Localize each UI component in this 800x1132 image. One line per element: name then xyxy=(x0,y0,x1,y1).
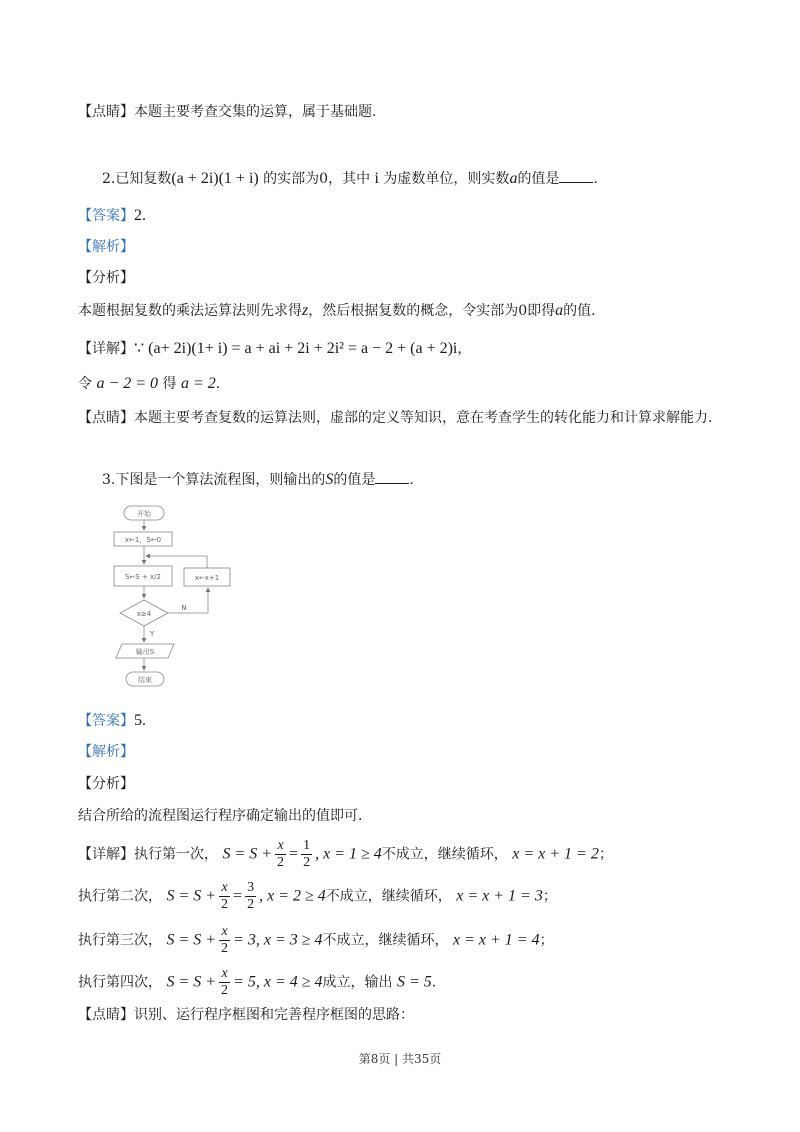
question-2-lead: 2.已知复数 xyxy=(102,171,172,187)
step-status: 不成立，继续循环， xyxy=(381,846,508,863)
q3-step-4 xyxy=(78,966,436,999)
q2-detail xyxy=(78,338,471,360)
dianjing-tag: 【点睛】 xyxy=(78,1007,134,1023)
detail-expr: ∵ (a+ 2i)(1+ i) = a + ai + 2i + 2i² = a − 2 + (a + 2)i xyxy=(134,340,458,357)
analysis-a: a xyxy=(555,302,564,319)
answer-tag: 【答案】 xyxy=(78,208,134,224)
detail2-pre: 令 xyxy=(78,376,92,392)
question-2-end: . xyxy=(593,171,598,187)
dianjing-text: 本题主要考查交集的运算，属于基础题. xyxy=(134,104,377,120)
step-eq-a: S = S + xyxy=(166,887,217,905)
step-eq-b: = xyxy=(233,887,243,905)
init-label: x←1，S←0 xyxy=(124,536,162,544)
question-2-mid2: 为虚数单位，则实数 xyxy=(378,171,510,187)
step-eq-d: x = x + 1 = 3 xyxy=(456,887,543,905)
q3-fenxi: 【分析】 xyxy=(78,776,134,792)
step-end: ； xyxy=(539,932,554,949)
detail2-end: . xyxy=(215,376,221,392)
dianjing-text: 识别、运行程序框图和完善程序框图的思路： xyxy=(134,1007,414,1023)
step-pre: 执行第二次， xyxy=(78,888,162,905)
start-label: 开始 xyxy=(137,510,151,518)
q3-dianjing xyxy=(78,1004,414,1026)
answer-blank xyxy=(375,469,409,484)
fraction-den: 2 xyxy=(221,983,229,998)
output-label: 输出S xyxy=(135,648,155,656)
analysis-mid: ，然后根据复数的概念，令实部为0即得 xyxy=(308,303,556,319)
fraction-num: x xyxy=(219,880,230,897)
answer-value: 5. xyxy=(134,712,146,729)
question-3-tail: 的值是 xyxy=(333,472,376,488)
page-footer: 第8页 | 共35页 xyxy=(358,1052,442,1066)
prev-dianjing xyxy=(78,101,376,123)
question-3 xyxy=(102,469,414,491)
analysis-post: 的值. xyxy=(563,303,596,319)
step-eq-b: = xyxy=(289,845,299,863)
question-3-end: . xyxy=(409,472,414,488)
step-end: . xyxy=(431,974,437,991)
fraction-num: 3 xyxy=(247,880,255,895)
update-x-label: x←x+1 xyxy=(194,574,220,582)
step-pre: 执行第一次， xyxy=(134,846,218,863)
algorithm-flowchart xyxy=(112,500,232,700)
step-eq-d: x = x + 1 = 2 xyxy=(512,845,599,863)
fraction-den: 2 xyxy=(247,897,255,912)
q2-detail-2 xyxy=(78,373,220,395)
step-status: 不成立，继续循环， xyxy=(322,932,449,949)
end-label: 结束 xyxy=(138,676,152,684)
question-2-expr: (a + 2i)(1 + i) xyxy=(171,170,259,187)
dianjing-text: 本题主要考查复数的运算法则，虚部的定义等知识，意在考查学生的转化能力和计算求解能力. xyxy=(134,410,713,426)
condition-label: x≥4 xyxy=(136,610,152,618)
fraction-num: x xyxy=(275,838,286,855)
fraction xyxy=(301,838,312,871)
q3-answer xyxy=(78,710,146,732)
question-2-tail: 的值是 xyxy=(517,171,560,187)
step-eq-b: = 5, x = 4 ≥ 4 xyxy=(233,973,323,991)
q2-fenxi: 【分析】 xyxy=(78,270,134,286)
step-eq-a: S = S + xyxy=(166,931,217,949)
step-pre: 执行第四次， xyxy=(78,974,162,991)
fraction xyxy=(275,838,286,871)
detail-end: ， xyxy=(457,341,472,357)
detail2-eq2: a = 2 xyxy=(180,375,216,392)
fraction xyxy=(219,966,230,999)
step-status: 成立，输出 xyxy=(322,974,393,991)
step-eq-c: , x = 2 ≥ 4 xyxy=(259,887,326,905)
fraction-num: 1 xyxy=(303,838,311,853)
step-eq-b: = 3, x = 3 ≥ 4 xyxy=(233,931,323,949)
detail2-eq1: a − 2 = 0 xyxy=(96,375,159,392)
detail2-mid: 得 xyxy=(162,376,177,392)
detail-tag: 【详解】 xyxy=(78,341,134,357)
q3-step-3 xyxy=(78,924,554,957)
answer-value: 2. xyxy=(134,207,146,224)
fraction xyxy=(219,880,230,913)
question-2-i: i xyxy=(374,170,379,187)
analysis-pre: 本题根据复数的乘法运算法则先求得 xyxy=(78,303,302,319)
question-2-a: a xyxy=(509,170,518,187)
analysis-z: z xyxy=(302,302,309,319)
question-2-mid1: 的实部为0，其中 xyxy=(258,171,375,187)
q3-step-2 xyxy=(78,880,557,913)
fraction-num: x xyxy=(219,924,230,941)
fraction-den: 2 xyxy=(277,855,285,870)
fraction-num: x xyxy=(219,966,230,983)
step-eq-c: , x = 1 ≥ 4 xyxy=(315,845,382,863)
answer-tag: 【答案】 xyxy=(78,713,134,729)
fraction-den: 2 xyxy=(221,897,229,912)
question-2 xyxy=(102,168,598,190)
fraction xyxy=(219,924,230,957)
step-end: ； xyxy=(598,846,613,863)
detail-tag: 【详解】 xyxy=(78,846,134,863)
q3-step-1 xyxy=(78,838,613,871)
dianjing-tag: 【点睛】 xyxy=(78,410,134,426)
step-pre: 执行第三次， xyxy=(78,932,162,949)
fraction-den: 2 xyxy=(303,855,311,870)
fraction-den: 2 xyxy=(221,941,229,956)
step-status: 不成立，继续循环， xyxy=(325,888,452,905)
step-eq-a: S = S + xyxy=(166,973,217,991)
step-end: ； xyxy=(542,888,557,905)
answer-blank xyxy=(559,168,593,183)
update-s-label: S←S + x/2 xyxy=(124,573,162,581)
q2-dianjing xyxy=(78,407,712,429)
yes-label: Y xyxy=(150,630,155,638)
q2-answer xyxy=(78,205,146,227)
dianjing-tag: 【点睛】 xyxy=(78,104,134,120)
fraction xyxy=(245,880,256,913)
q3-analysis: 结合所给的流程图运行程序确定输出的值即可. xyxy=(78,808,363,824)
q3-jiexi: 【解析】 xyxy=(78,744,134,760)
q2-jiexi: 【解析】 xyxy=(78,239,134,255)
q2-analysis xyxy=(78,300,596,322)
question-3-s: S xyxy=(325,471,334,488)
step-eq-d: x = x + 1 = 4 xyxy=(452,931,540,949)
step-eq-a: S = S + xyxy=(222,845,273,863)
step-eq-d: S = 5 xyxy=(396,973,432,991)
question-3-lead: 3.下图是一个算法流程图，则输出的 xyxy=(102,472,326,488)
no-label: N xyxy=(181,604,187,612)
